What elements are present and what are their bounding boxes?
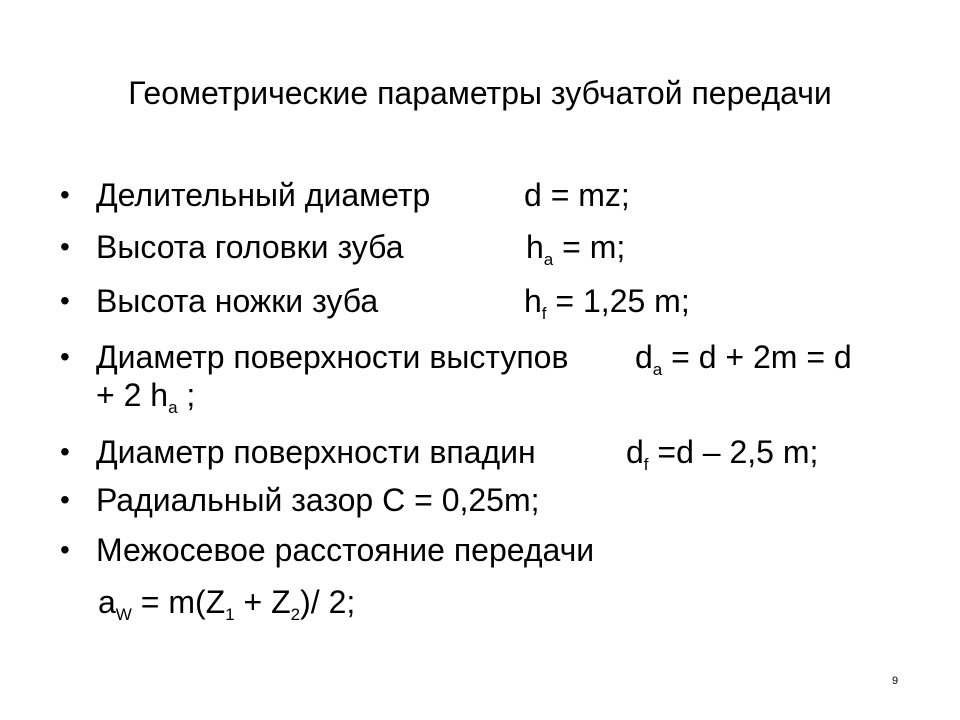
item-label: Делительный диаметр	[96, 177, 431, 213]
item-label: Диаметр поверхности впадин	[96, 434, 536, 470]
formula: $d_f =d - 2,5$ m;	[626, 434, 819, 474]
slide-title: Геометрические параметры зубчатой передачи	[128, 75, 832, 111]
item-label: Высота головки зуба	[96, 229, 404, 265]
center-distance-formula: $a_W = m(Z_1 + Z_2)/$ 2;	[98, 584, 356, 624]
bullet-icon: •	[60, 534, 70, 565]
formula: d = mz;	[524, 177, 630, 213]
item-label: Высота ножки зуба	[96, 283, 379, 319]
item-label: Радиальный зазор С = 0,25m;	[96, 482, 540, 518]
formula: $h_a = m$;	[526, 229, 626, 269]
bullet-icon: •	[60, 179, 70, 210]
bullet-icon: •	[60, 231, 70, 262]
formula: $d_a = d + 2m = d$	[635, 339, 852, 379]
bullet-icon: •	[60, 436, 70, 467]
item-label: Диаметр поверхности выступов	[96, 339, 569, 375]
item-label: Межосевое расстояние передачи	[96, 532, 595, 568]
bullet-icon: •	[60, 484, 70, 515]
formula-continuation: + 2 $h_a$ ;	[96, 377, 196, 417]
page-number: 9	[892, 675, 899, 687]
formula: $h_f = 1,25$ m;	[524, 283, 690, 323]
bullet-icon: •	[60, 285, 70, 316]
bullet-icon: •	[60, 341, 70, 372]
